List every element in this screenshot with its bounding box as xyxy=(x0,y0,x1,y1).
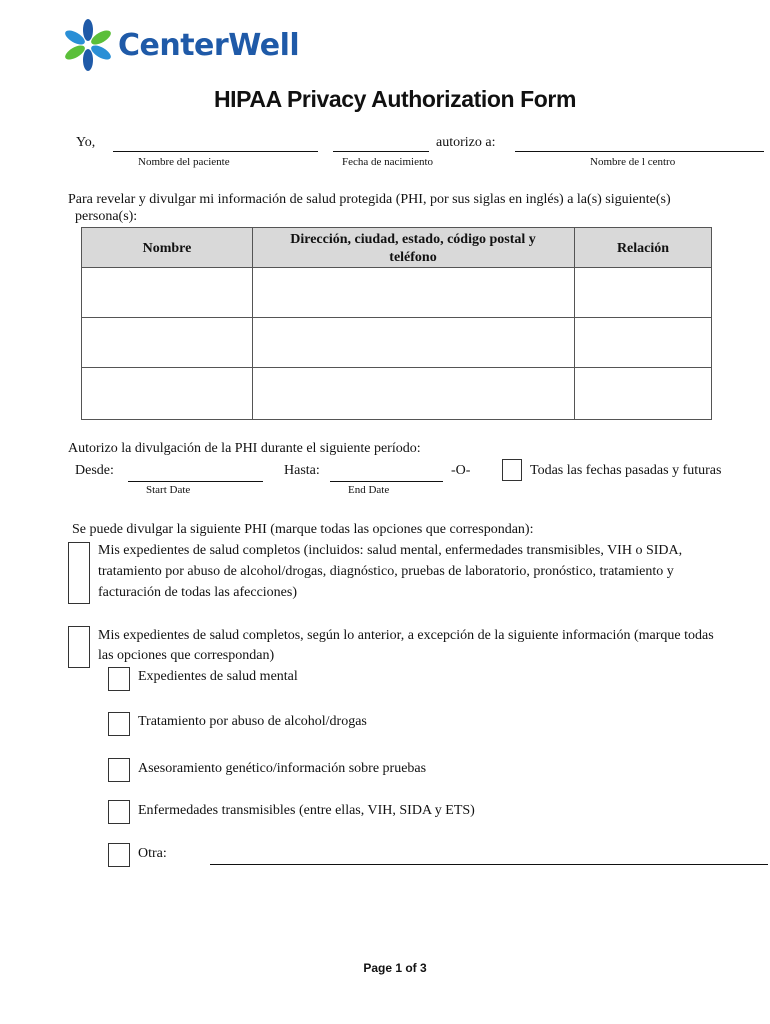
table-cell[interactable] xyxy=(82,367,252,419)
recipients-table xyxy=(81,227,712,420)
header-direccion-2: teléfono xyxy=(389,250,437,265)
table-cell[interactable] xyxy=(574,317,712,367)
full-records-text: Mis expedientes de salud completos (incluidos: salud mental, enfermedades transmisibles, VIH o SIDA, xyxy=(98,543,683,558)
table-cell[interactable] xyxy=(252,317,574,367)
patient-name-field[interactable] xyxy=(113,151,318,152)
centerwell-logo-icon xyxy=(64,16,112,74)
patient-caption: Nombre del paciente xyxy=(138,156,230,168)
end-date-caption: End Date xyxy=(348,484,390,496)
genetic-counseling-label: Asesoramiento genético/información sobre pruebas xyxy=(138,761,427,776)
all-dates-checkbox[interactable] xyxy=(502,459,522,481)
start-date-caption: Start Date xyxy=(146,484,191,496)
except-records-text: las opciones que correspondan) xyxy=(98,648,275,663)
desde-label: Desde: xyxy=(75,463,114,478)
except-records-checkbox[interactable] xyxy=(68,626,90,668)
authorize-label: autorizo a: xyxy=(436,135,496,150)
center-caption: Nombre de l centro xyxy=(590,156,676,168)
substance-abuse-label: Tratamiento por abuso de alcohol/drogas xyxy=(138,714,367,729)
mental-health-checkbox[interactable] xyxy=(108,667,130,691)
start-date-field[interactable] xyxy=(128,481,263,482)
header-nombre: Nombre xyxy=(142,241,192,256)
center-name-field[interactable] xyxy=(515,151,764,152)
all-dates-label: Todas las fechas pasadas y futuras xyxy=(530,463,722,478)
table-cell[interactable] xyxy=(82,268,252,317)
yo-label: Yo, xyxy=(76,135,96,150)
dob-caption: Fecha de nacimiento xyxy=(342,156,434,168)
phi-intro: Se puede divulgar la siguiente PHI (marque todas las opciones que correspondan): xyxy=(72,522,534,537)
substance-abuse-checkbox[interactable] xyxy=(108,712,130,736)
disclose-text-2: persona(s): xyxy=(75,209,138,224)
period-intro: Autorizo la divulgación de la PHI durante el siguiente período: xyxy=(68,441,421,456)
dob-field[interactable] xyxy=(333,151,429,152)
communicable-disease-checkbox[interactable] xyxy=(108,800,130,824)
table-cell[interactable] xyxy=(574,268,712,317)
page-number: Page 1 of 3 xyxy=(363,961,427,975)
table-cell[interactable] xyxy=(252,268,574,317)
table-cell[interactable] xyxy=(82,317,252,367)
table-cell[interactable] xyxy=(252,367,574,419)
full-records-checkbox[interactable] xyxy=(68,542,90,604)
genetic-counseling-checkbox[interactable] xyxy=(108,758,130,782)
other-label: Otra: xyxy=(138,846,167,861)
header-relacion: Relación xyxy=(616,241,670,256)
hasta-label: Hasta: xyxy=(284,463,320,478)
other-checkbox[interactable] xyxy=(108,843,130,867)
brand-name: CenterWell xyxy=(118,28,300,63)
form-title: HIPAA Privacy Authorization Form xyxy=(213,86,577,112)
or-label: -O- xyxy=(451,463,471,478)
except-records-text: Mis expedientes de salud completos, según lo anterior, a excepción de la siguiente información (marque todas xyxy=(98,628,714,643)
disclose-text: Para revelar y divulgar mi información de salud protegida (PHI, por sus siglas en inglés) a la(s) siguiente(s) xyxy=(68,192,671,207)
full-records-text: tratamiento por abuso de alcohol/drogas, diagnóstico, pruebas de laboratorio, pronóstico, tratamiento y xyxy=(98,564,674,579)
full-records-text: facturación de todas las afecciones) xyxy=(98,585,298,600)
other-field[interactable] xyxy=(210,864,768,865)
end-date-field[interactable] xyxy=(330,481,443,482)
header-direccion: Dirección, ciudad, estado, código postal y xyxy=(290,232,536,247)
communicable-disease-label: Enfermedades transmisibles (entre ellas, VIH, SIDA y ETS) xyxy=(138,803,475,818)
table-cell[interactable] xyxy=(574,367,712,419)
mental-health-label: Expedientes de salud mental xyxy=(138,669,298,684)
